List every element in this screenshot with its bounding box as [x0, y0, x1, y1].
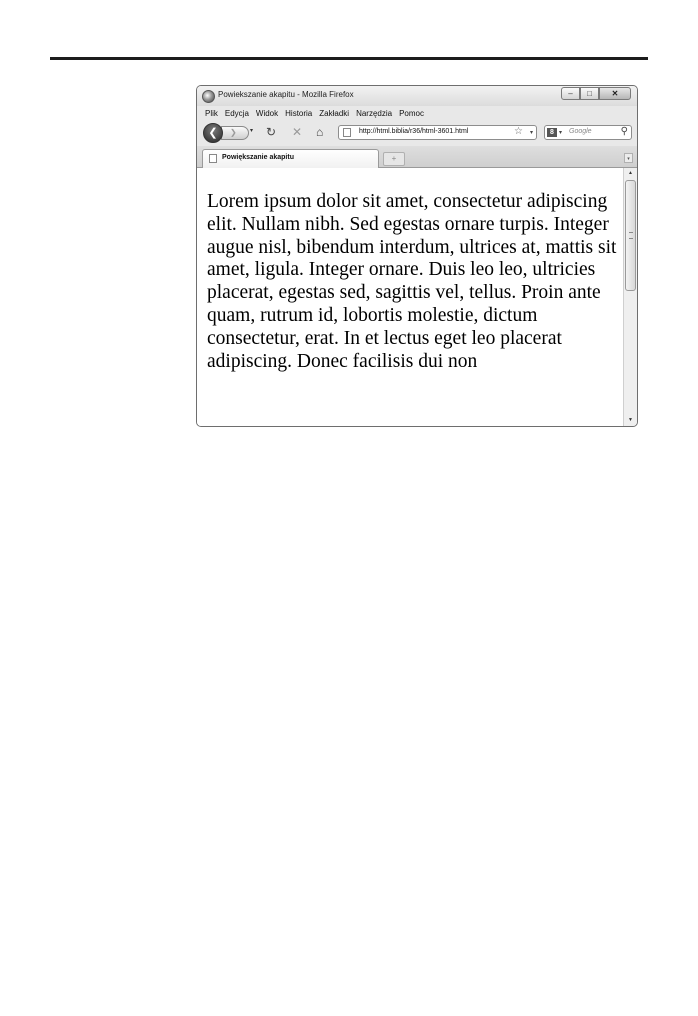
search-icon[interactable]: ⚲ [620, 126, 628, 137]
title-bar[interactable] [197, 86, 637, 106]
menu-narzedzia[interactable]: Narzędzia [356, 109, 393, 118]
history-dropdown-icon[interactable]: ▾ [250, 128, 254, 134]
firefox-icon [202, 90, 215, 103]
scroll-down-icon[interactable]: ▼ [628, 417, 633, 423]
tab-page-icon [209, 154, 217, 163]
scroll-thumb[interactable] [625, 180, 636, 291]
url-bar[interactable] [338, 125, 537, 140]
forward-arrow-icon: ❯ [230, 128, 237, 137]
page-content [197, 168, 623, 426]
page-icon [343, 128, 351, 137]
forward-button[interactable] [221, 126, 249, 140]
window-title: Powiekszanie akapitu - Mozilla Firefox [218, 90, 354, 99]
tab-active[interactable] [202, 149, 379, 168]
search-input[interactable]: Google [569, 128, 592, 135]
search-engine-dropdown-icon[interactable]: ▾ [559, 130, 563, 136]
tab-title: Powiększanie akapitu [222, 154, 294, 161]
close-button[interactable]: ✕ [599, 87, 631, 100]
back-arrow-icon: ❮ [208, 127, 218, 139]
menu-zakladki[interactable]: Zakładki [319, 109, 350, 118]
tab-bar [197, 146, 637, 168]
stop-icon[interactable]: ✕ [292, 125, 303, 139]
vertical-scrollbar[interactable] [623, 168, 637, 426]
bookmark-star-icon[interactable]: ☆ [514, 126, 523, 137]
lorem-paragraph: Lorem ipsum dolor sit amet, consectetur adipiscing elit. Nullam nibh. Sed egestas ornare turpis. Integer augue nisl, bibendum interdum, ultrices at, mattis sit amet, ligula. Integer ornare. Duis leo leo, ultricies placerat, egestas sed, sagittis vel, tellus. Proin ante quam, rutrum id, lobortis molestie, dictum consectetur, erat. In et lectus eget leo placerat adipiscing. Donec facilisis dui non [207, 191, 617, 372]
menu-pomoc[interactable]: Pomoc [399, 109, 424, 118]
back-button[interactable] [203, 123, 223, 143]
search-bar[interactable] [544, 125, 632, 140]
page-top-rule [50, 57, 648, 60]
menu-plik[interactable]: Plik [205, 109, 218, 118]
menu-edycja[interactable]: Edycja [224, 109, 249, 118]
browser-window [196, 85, 638, 427]
menu-historia[interactable]: Historia [285, 109, 313, 118]
scroll-grip-icon [629, 232, 633, 239]
url-dropdown-icon[interactable]: ▾ [529, 130, 533, 136]
navigation-toolbar [197, 122, 637, 144]
new-tab-button[interactable]: + [383, 152, 405, 166]
reload-icon[interactable]: ↻ [266, 125, 277, 139]
maximize-button[interactable]: □ [580, 87, 599, 100]
window-controls [561, 87, 631, 100]
url-text: http://html.biblia/r36/html-3601.html [359, 128, 469, 135]
minimize-button[interactable]: – [561, 87, 580, 100]
menu-widok[interactable]: Widok [255, 109, 279, 118]
home-icon[interactable]: ⌂ [316, 125, 324, 139]
tab-list-dropdown-icon[interactable]: ▾ [624, 153, 633, 163]
menu-bar [197, 107, 637, 121]
search-engine-icon[interactable]: 8 [547, 128, 557, 137]
scroll-up-icon[interactable]: ▲ [628, 170, 633, 176]
